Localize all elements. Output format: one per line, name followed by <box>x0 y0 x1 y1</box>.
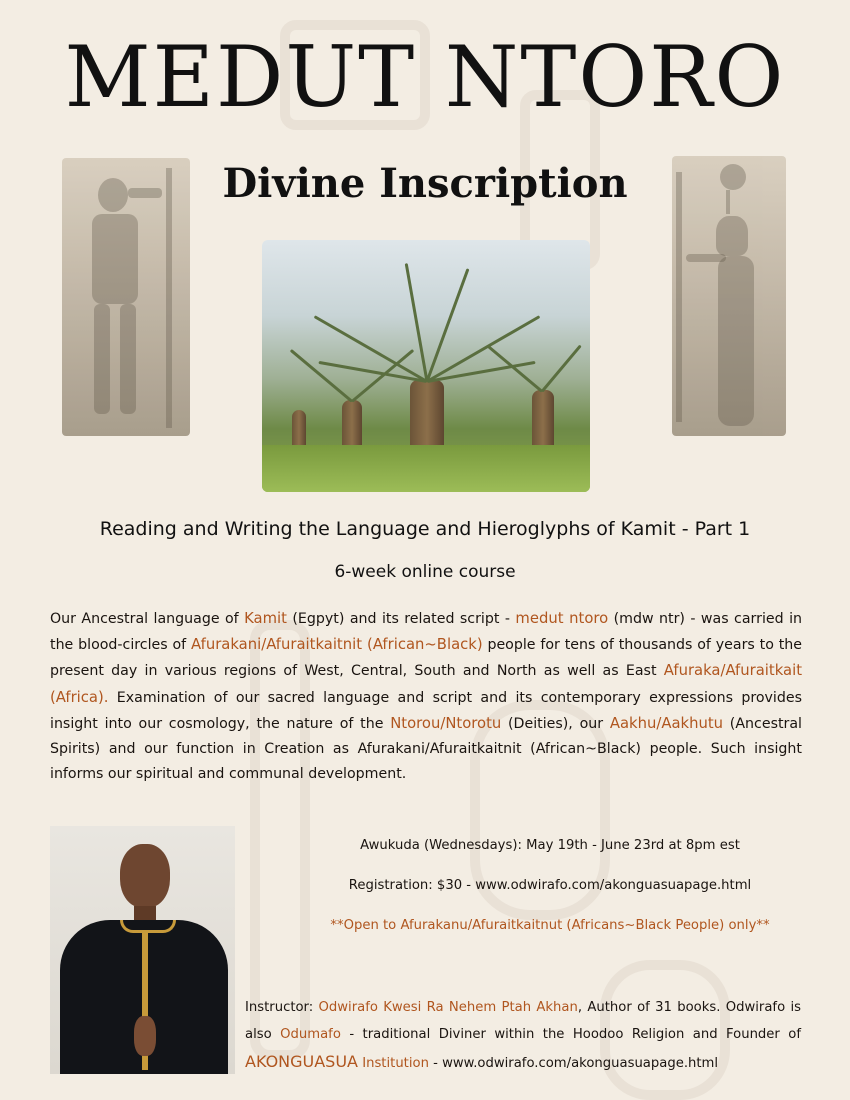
highlight-kamit: Kamit <box>244 610 287 627</box>
course-description: Our Ancestral language of Kamit (Egpyt) and its related script - medut ntoro (mdw ntr) - was carried in the blood-circles of Afurakani/Afuraitkaitnit (African~Black) people for tens of thousands of years to the present day in various regions of West, Central, South and North as well as East Afuraka/Afuraitkait (Africa). Examination of our sacred language and script and its contemporary expressions provides insight into our cosmology, the nature of the Ntorou/Ntorotu (Deities), our Aakhu/Aakhutu (Ancestral Spirits) and our function in Creation as Afurakani/Afuraitkaitnit (African~Black) people. Such insight informs our spiritual and communal development. <box>50 610 802 783</box>
highlight-afurakani: Afurakani/Afuraitkaitnit (African~Black) <box>191 636 483 654</box>
instructor-portrait <box>50 826 235 1074</box>
highlight-medut-ntoro: medut ntoro <box>515 610 609 627</box>
schedule-dates: Awukuda (Wednesdays): May 19th - June 23rd at 8pm est <box>360 838 740 853</box>
highlight-ntorou: Ntorou/Ntorotu <box>390 714 502 732</box>
instructor-title: Odumafo <box>280 1027 341 1042</box>
registration-info: Registration: $30 - www.odwirafo.com/akonguasuapage.html <box>348 878 752 893</box>
highlight-afuraka: Afuraka/Afuraitkait (Africa). <box>50 662 802 706</box>
right-relief-image <box>672 156 786 436</box>
organization-suffix: Institution <box>358 1056 429 1071</box>
left-relief-image <box>62 158 190 436</box>
instructor-bio: Instructor: Odwirafo Kwesi Ra Nehem Ptah Akhan, Author of 31 books. Odwirafo is also Odumafo - traditional Diviner within the Hoodoo Religion and Founder of AKONGUASUA Institution - www.odwirafo.com/akonguasuapage.html <box>245 1000 801 1071</box>
page-subtitle: Divine Inscription <box>222 160 628 207</box>
palm-trees-photo <box>262 240 590 492</box>
highlight-aakhu: Aakhu/Aakhutu <box>609 714 724 732</box>
enrollment-restriction: **Open to Afurakanu/Afuraitkaitnut (Africans~Black People) only** <box>330 918 770 933</box>
course-title: Reading and Writing the Language and Hieroglyphs of Kamit - Part 1 <box>99 518 751 540</box>
instructor-name: Odwirafo Kwesi Ra Nehem Ptah Akhan <box>318 1000 578 1015</box>
page-title: MEDUT NTORO <box>64 28 786 126</box>
course-format: 6-week online course <box>334 562 516 582</box>
organization-name: AKONGUASUA <box>245 1052 358 1071</box>
